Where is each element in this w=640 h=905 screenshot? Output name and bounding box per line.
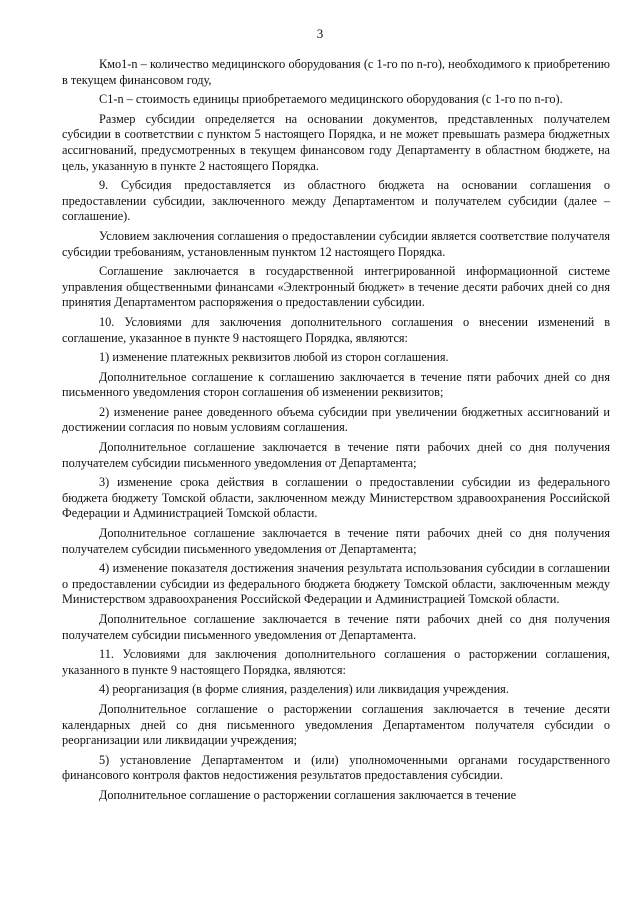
paragraph: Дополнительное соглашение заключается в течение пяти рабочих дней со дня получения получателем субсидии письменного уведомления от Департамента. bbox=[62, 612, 610, 642]
paragraph: Дополнительное соглашение о расторжении соглашения заключается в течение bbox=[99, 787, 517, 802]
paragraph: Кмо1-n – количество медицинского оборудования (с 1-го по n-го), необходимого к приобретению в текущем финансовом году, bbox=[62, 57, 610, 87]
paragraph: Дополнительное соглашение заключается в течение пяти рабочих дней со дня получения получателем субсидии письменного уведомления от Департамента; bbox=[62, 526, 610, 556]
paragraph: 5) установление Департаментом и (или) уполномоченными органами государственного финансового контроля фактов недостижения результатов предоставления субсидии. bbox=[62, 752, 610, 783]
paragraph: 10. Условиями для заключения дополнительного соглашения о внесении изменений в соглашение, указанное в пункте 9 настоящего Порядка, являются: bbox=[62, 314, 610, 345]
paragraph: Дополнительное соглашение заключается в течение пяти рабочих дней со дня получения получателем субсидии письменного уведомления от Департамента; bbox=[62, 440, 610, 470]
paragraph: Дополнительное соглашение к соглашению заключается в течение пяти рабочих дней со дня письменного уведомления сторон соглашения об изменении реквизитов; bbox=[62, 369, 610, 400]
paragraph: Соглашение заключается в государственной интегрированной информационной системе управления общественными финансами «Электронный бюджет» в течение десяти рабочих дней со дня принятия Департаментом распоряжения о предоставлении субсидии. bbox=[62, 264, 610, 310]
paragraph: 1) изменение платежных реквизитов любой из сторон соглашения. bbox=[99, 350, 449, 365]
paragraph: 9. Субсидия предоставляется из областного бюджета на основании соглашения о предоставлении субсидии, заключенного между Департаментом и получателем субсидии (далее – соглашение). bbox=[62, 178, 610, 224]
paragraph: C1-n – стоимость единицы приобретаемого медицинского оборудования (с 1-го по n-го). bbox=[99, 92, 563, 107]
paragraph: Размер субсидии определяется на основании документов, представленных получателем субсидии в соответствии с пунктом 5 настоящего Порядка, и не может превышать размера бюджетных ассигнований, предусмотренных в текущем финансовом году Департаменту в областном бюджете, на цель, указанную в пункте 2 настоящего Порядка. bbox=[62, 111, 610, 173]
paragraph: 4) изменение показателя достижения значения результата использования субсидии в соглашении о предоставлении субсидии из федерального бюджета бюджету Томской области, заключенным между Министерством здравоохранения Российской Федерации и Администрацией Томской области. bbox=[62, 561, 610, 607]
page-number: 3 bbox=[316, 26, 324, 41]
paragraph: 3) изменение срока действия в соглашении о предоставлении субсидии из федерального бюджета бюджету Томской области, заключенном между Министерством здравоохранения Российской Федерации и Администрацией Томской области. bbox=[62, 475, 610, 521]
paragraph: Условием заключения соглашения о предоставлении субсидии является соответствие получателя субсидии требованиям, установленным пунктом 12 настоящего Порядка. bbox=[62, 228, 610, 259]
paragraph: Дополнительное соглашение о расторжении соглашения заключается в течение десяти календарных дней со дня письменного уведомления Департаментом получателя субсидии о реорганизации или ликвидации учреждения; bbox=[62, 701, 610, 748]
document-body bbox=[62, 57, 610, 804]
paragraph: 4) реорганизация (в форме слияния, разделения) или ликвидация учреждения. bbox=[99, 682, 509, 697]
paragraph: 2) изменение ранее доведенного объема субсидии при увеличении бюджетных ассигнований и достижении согласия по новым условиям соглашения. bbox=[62, 404, 610, 435]
paragraph: 11. Условиями для заключения дополнительного соглашения о расторжении соглашения, указанного в пункте 9 настоящего Порядка, являются: bbox=[62, 647, 610, 677]
